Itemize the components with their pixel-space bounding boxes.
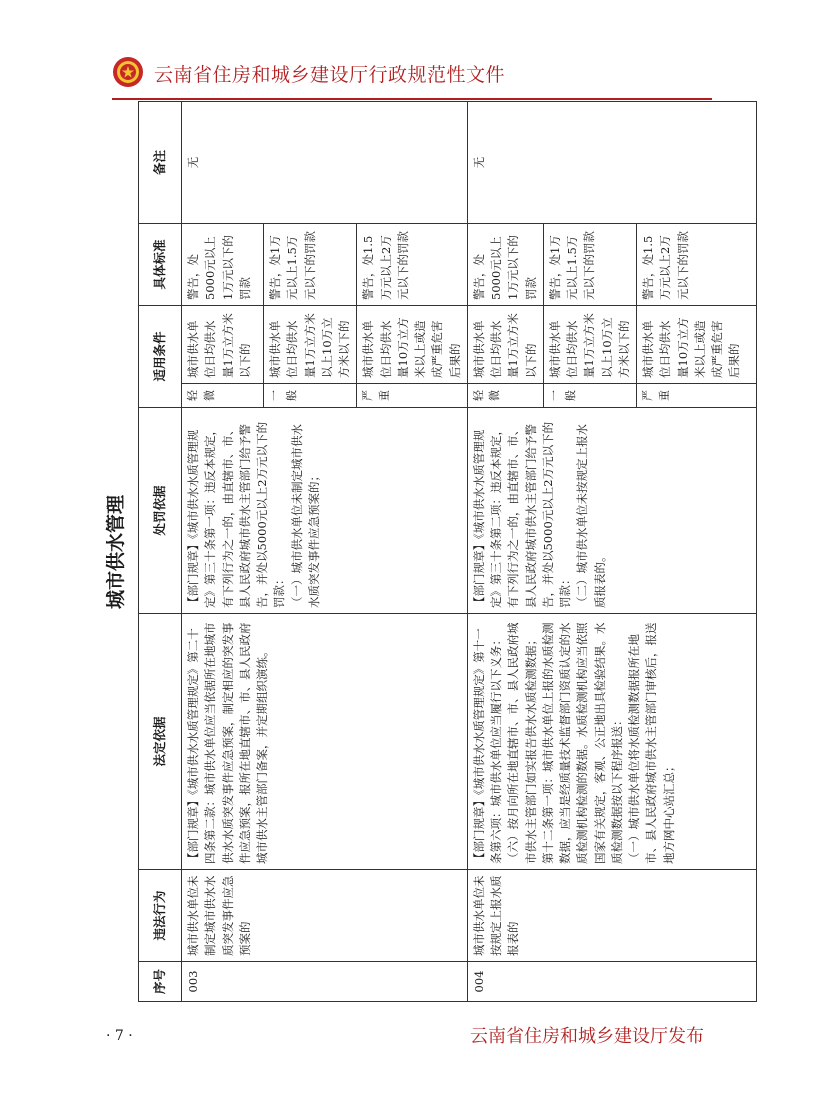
level-condition: 城市供水单位日均供水量1万立方米以上10万立方米以下的: [264, 305, 357, 383]
legal-paragraph: （六）按月向所在地直辖市、市、县人民政府城市供水主管部门如实报告供水水质检测数据；: [506, 622, 538, 864]
level-condition: 城市供水单位日均供水量1万立方米以下的: [467, 305, 543, 383]
legal-paragraph: 【部门规章】《城市供水水质管理规定》第十一条第六项：城市供水单位应当履行以下义务：: [471, 628, 503, 864]
header-title: 云南省住房和城乡建设厅行政规范性文件: [154, 64, 506, 86]
legal-paragraph: 【部门规章】《城市供水水质管理规定》第二十四条第二款：城市供水单位应当依据所在地城市供水水质突发事件应急预案，制定相应的突发事件应急预案，报所在地直辖市、市、县人民政府城市供水主管部门备案，并定期组织演练。: [186, 622, 269, 864]
header-act: 违法行为: [139, 870, 182, 962]
row-act: 城市供水单位未制定城市供水水质突发事件应急预案的: [182, 870, 468, 962]
header-penalty: 处罚依据: [139, 408, 182, 614]
row-no: 004: [467, 962, 756, 1002]
legal-paragraph: （一）城市供水单位将水质检测数据报所在地市、县人民政府城市供水主管部门审核后，报送地方网中心站汇总；: [627, 622, 676, 864]
row-penalty: [182, 408, 468, 614]
header-no: 序号: [139, 962, 182, 1002]
national-emblem-icon: [112, 56, 144, 88]
header-legal: 法定依据: [139, 614, 182, 870]
section-title: 城市供水管理: [105, 495, 127, 610]
penalty-paragraph: 【部门规章】《城市供水水质管理规定》第三十条第二项：违反本规定，有下列行为之一的，由直辖市、市、县人民政府城市供水主管部门给予警告，并处以5000元以上2万元以下的罚款：: [471, 421, 572, 608]
level-standard: 警告，处5000元以上1万元以下的罚款: [467, 223, 543, 305]
level-condition: 城市供水单位日均供水量1万立方米以上10万立方米以下的: [543, 305, 636, 383]
table-row: [182, 101, 264, 1001]
penalty-paragraph: （二）城市供水单位未按规定上报水质报表的。: [575, 424, 607, 608]
row-act: 城市供水单位未按规定上报水质报表的: [467, 870, 756, 962]
header-standard: 具体标准: [139, 223, 182, 305]
legal-paragraph: 第十二条第一项：城市供水单位上报的水质检测数据，应当是经质量技术监督部门资质认定的水质检测机构检测的数据。水质检测机构应当依照国家有关规定，客观、公正地出具检验结果。水质检测数据按以下程序报送：: [540, 622, 624, 864]
level-standard: 警告，处1.5万元以上2万元以下的罚款: [357, 223, 468, 305]
penalty-standard-table: [138, 101, 757, 1002]
table-header-row: [139, 101, 182, 1001]
level-standard: 警告，处1万元以上1.5万元以下的罚款: [264, 223, 357, 305]
document-header: [112, 52, 712, 96]
header-condition: 适用条件: [139, 305, 182, 407]
page-number: · 7 ·: [106, 1028, 133, 1044]
header-note: 备注: [139, 101, 182, 223]
level-condition: 城市供水单位日均供水量1万立方米以下的: [182, 305, 264, 383]
header-divider: [112, 98, 712, 100]
level-label: 严重: [357, 384, 468, 408]
level-label: 一般: [264, 384, 357, 408]
level-standard: 警告，处1.5万元以上2万元以下的罚款: [637, 223, 757, 305]
level-condition: 城市供水单位日均供水量10万立方米以上或造成严重危害后果的: [357, 305, 468, 383]
level-label: 轻微: [467, 384, 543, 408]
row-legal: [182, 614, 468, 870]
penalty-paragraph: （一）城市供水单位未制定城市供水水质突发事件应急预案的；: [289, 424, 321, 608]
rotated-page-content: [96, 102, 742, 1002]
row-legal: [467, 614, 756, 870]
table-row: [467, 101, 543, 1001]
level-standard: 警告，处5000元以上1万元以下的罚款: [182, 223, 264, 305]
row-penalty: [467, 408, 756, 614]
row-note: 无: [182, 101, 468, 223]
row-no: 003: [182, 962, 468, 1002]
penalty-paragraph: 【部门规章】《城市供水水质管理规定》第三十条第一项：违反本规定，有下列行为之一的，由直辖市、市、县人民政府城市供水主管部门给予警告，并处以5000元以上2万元以下的罚款：: [186, 421, 287, 608]
level-standard: 警告，处1万元以上1.5万元以下的罚款: [543, 223, 636, 305]
level-label: 一般: [543, 384, 636, 408]
publisher-footer: 云南省住房和城乡建设厅发布: [470, 1026, 704, 1047]
level-condition: 城市供水单位日均供水量10万立方米以上或造成严重危害后果的: [637, 305, 757, 383]
row-note: 无: [467, 101, 756, 223]
level-label: 严重: [637, 384, 757, 408]
level-label: 轻微: [182, 384, 264, 408]
